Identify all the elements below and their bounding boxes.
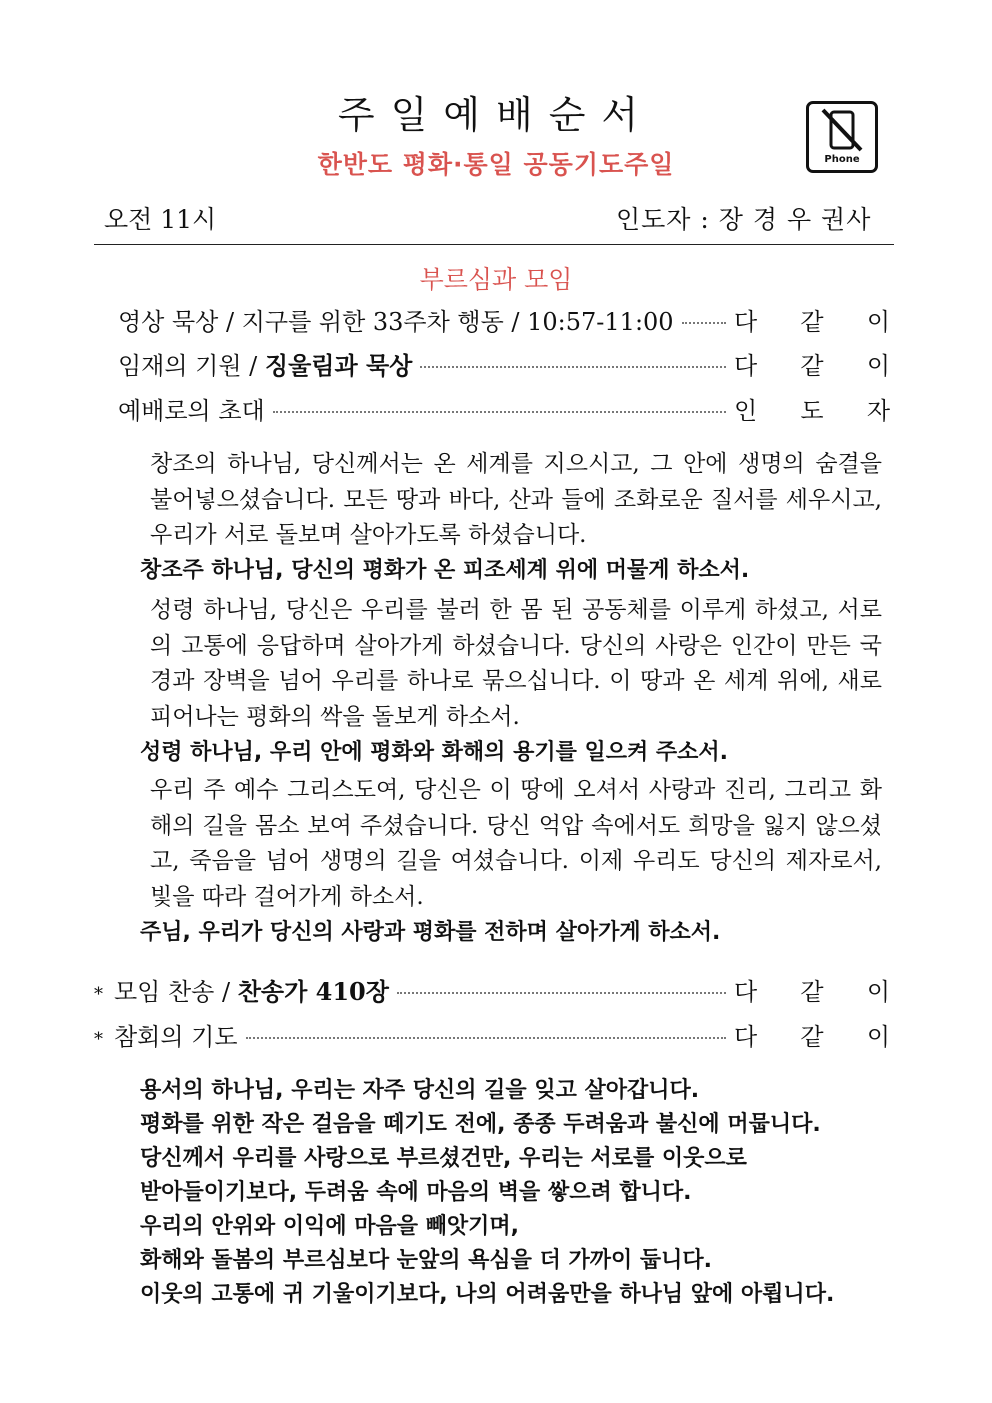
- dot-leader: [682, 322, 726, 324]
- response-char: 같: [800, 307, 824, 336]
- response-char: 다: [734, 1022, 758, 1051]
- response-char: 이: [866, 977, 890, 1006]
- order-item-bold-text: 찬송가 410장: [237, 976, 389, 1006]
- congregation-response: 성령 하나님, 우리 안에 평화와 화해의 용기를 일으켜 주소서.: [140, 740, 729, 765]
- order-item-text: 참회의 기도: [114, 1022, 238, 1051]
- page-subtitle: 한반도 평화·통일 공동기도주일: [317, 150, 675, 179]
- order-item-text: 임재의 기원 /: [118, 351, 265, 380]
- order-item: [118, 302, 890, 336]
- service-leader: 인도자 : 장 경 우 권사: [616, 205, 872, 234]
- congregation-response: 주님, 우리가 당신의 사랑과 평화를 전하며 살아가게 하소서.: [140, 920, 721, 945]
- order-item-label: 영상 묵상 / 지구를 위한 33주차 행동 / 10:57-11:00: [118, 307, 674, 336]
- order-item-response: [734, 391, 890, 426]
- response-char: 인: [734, 396, 758, 425]
- page-title: 주일예배순서: [337, 93, 655, 137]
- order-item: [94, 1017, 890, 1051]
- order-item-response: [734, 302, 890, 337]
- invitation-paragraph: 우리 주 예수 그리스도여, 당신은 이 땅에 오셔서 사랑과 진리, 그리고 화해의 길을 몸소 보여 주셨습니다. 당신 억압 속에서도 희망을 잃지 않으셨고, 죽음을 넘어 생명의 길을 여셨습니다. 이제 우리도 당신의 제자로서, 빛을 따라 걸어가게 하소서.: [150, 777, 882, 910]
- response-char: 이: [866, 351, 890, 380]
- order-item: [118, 346, 890, 380]
- congregation-response: 창조주 하나님, 당신의 평화가 온 피조세계 위에 머물게 하소서.: [140, 558, 750, 583]
- response-char: 자: [866, 396, 890, 425]
- section-title: 부르심과 모임: [419, 265, 573, 294]
- confession-prayer: [140, 1074, 834, 1312]
- response-char: 다: [734, 351, 758, 380]
- invitation-paragraph: 창조의 하나님, 당신께서는 온 세계를 지으시고, 그 안에 생명의 숨결을 불어넣으셨습니다. 모든 땅과 바다, 산과 들에 조화로운 질서를 세우시고, 우리가 서로 돌보며 살아가도록 하셨습니다.: [150, 451, 882, 548]
- dot-leader: [273, 411, 726, 413]
- order-item-text: 모임 찬송 /: [114, 977, 238, 1006]
- order-item-label: [94, 1017, 238, 1052]
- order-item-label: [118, 346, 412, 381]
- response-char: 다: [734, 307, 758, 336]
- order-item-bold-text: 징울림과 묵상: [264, 350, 413, 380]
- dot-leader: [397, 992, 726, 994]
- order-item: [118, 391, 890, 425]
- order-item-response: [734, 346, 890, 381]
- response-char: 같: [800, 977, 824, 1006]
- standing-mark: *: [94, 1028, 103, 1050]
- order-item-response: [734, 1017, 890, 1052]
- phone-label: Phone: [824, 154, 860, 165]
- order-item: [94, 972, 890, 1006]
- response-char: 같: [800, 351, 824, 380]
- response-char: 이: [866, 307, 890, 336]
- no-phone-icon: [806, 101, 878, 173]
- header-divider: [94, 244, 894, 245]
- prayer-line: 받아들이기보다, 두려움 속에 마음의 벽을 쌓으려 합니다.: [140, 1180, 692, 1205]
- prayer-line: 용서의 하나님, 우리는 자주 당신의 길을 잊고 살아갑니다.: [140, 1078, 700, 1103]
- dot-leader: [420, 366, 726, 368]
- dot-leader: [246, 1037, 726, 1039]
- order-item-label: [94, 972, 389, 1007]
- prayer-line: 화해와 돌봄의 부르심보다 눈앞의 욕심을 더 가까이 둡니다.: [140, 1248, 713, 1273]
- response-char: 이: [866, 1022, 890, 1051]
- invitation-paragraph: 성령 하나님, 당신은 우리를 불러 한 몸 된 공동체를 이루게 하셨고, 서로의 고통에 응답하며 살아가게 하셨습니다. 당신의 사랑은 인간이 만든 국경과 장벽을 넘어 우리를 하나로 묶으십니다. 이 땅과 온 세계 위에, 새로 피어나는 평화의 싹을 돌보게 하소서.: [150, 597, 882, 730]
- prayer-line: 평화를 위한 작은 걸음을 떼기도 전에, 종종 두려움과 불신에 머뭅니다.: [140, 1112, 821, 1137]
- standing-mark: *: [94, 983, 103, 1005]
- prayer-line: 우리의 안위와 이익에 마음을 빼앗기며,: [140, 1214, 520, 1239]
- order-item-label: 예배로의 초대: [118, 396, 265, 425]
- service-time: 오전 11시: [104, 205, 217, 234]
- response-char: 다: [734, 977, 758, 1006]
- response-char: 도: [800, 396, 824, 425]
- prayer-line: 이웃의 고통에 귀 기울이기보다, 나의 어려움만을 하나님 앞에 아룁니다.: [140, 1282, 835, 1307]
- order-item-response: [734, 972, 890, 1007]
- prayer-line: 당신께서 우리를 사랑으로 부르셨건만, 우리는 서로를 이웃으로: [140, 1146, 747, 1171]
- response-char: 같: [800, 1022, 824, 1051]
